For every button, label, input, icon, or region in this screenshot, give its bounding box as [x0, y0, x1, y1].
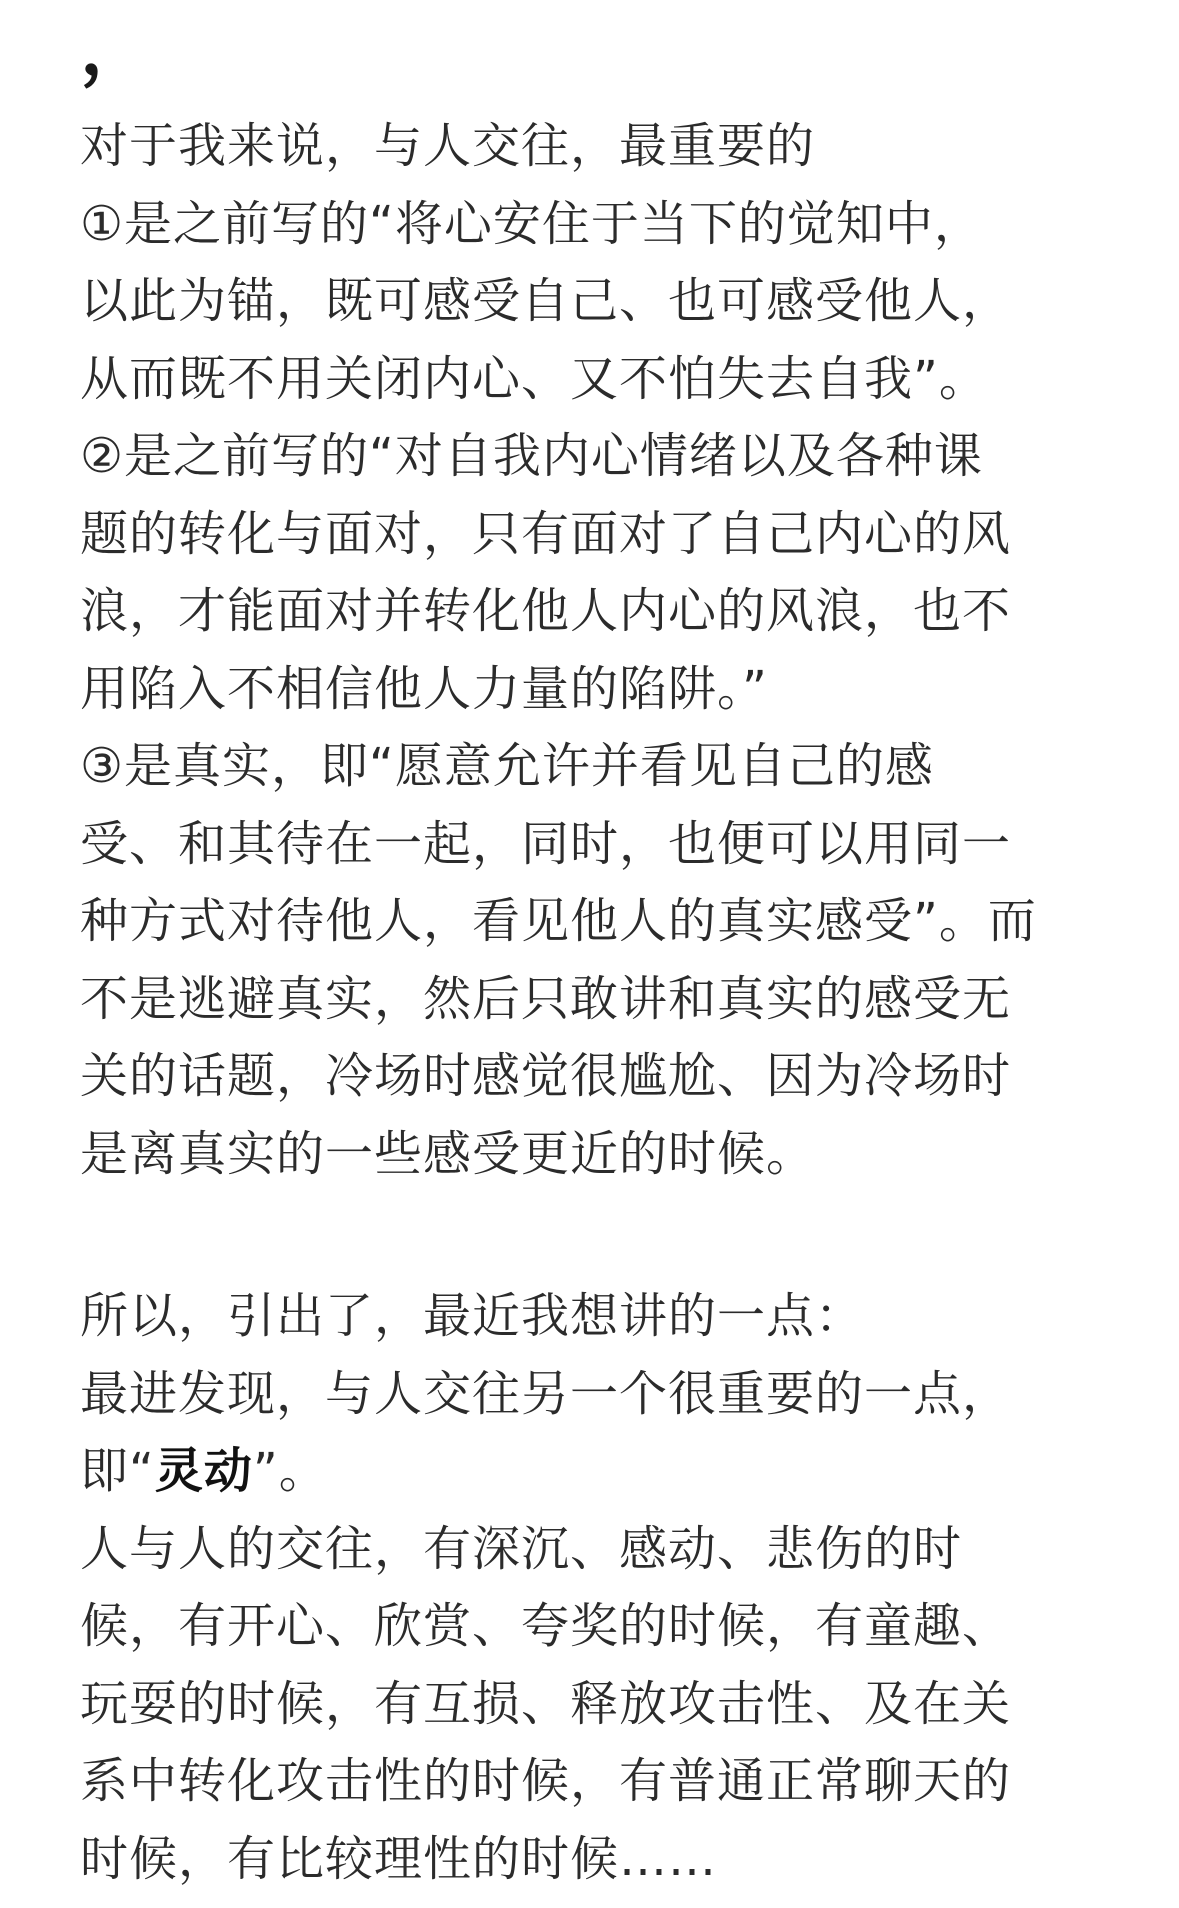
text-line: 浪，才能面对并转化他人内心的风浪，也不 — [80, 583, 1012, 639]
quote-open: 即“ — [80, 1443, 155, 1499]
text-line: 是离真实的一些感受更近的时候。 — [80, 1125, 816, 1182]
text-line: 时候，有比较理性的时候…… — [80, 1830, 718, 1887]
paragraph-agility — [80, 1278, 1140, 1898]
bold-keyword: 灵动 — [154, 1443, 253, 1499]
text-line: ②是之前写的“对自我内心情绪以及各种课 — [80, 428, 983, 484]
text-line: 所以，引出了，最近我想讲的一点： — [80, 1288, 865, 1344]
text-line: 候，有开心、欣赏、夸奖的时候，有童趣、 — [80, 1598, 1012, 1654]
text-line: 关的话题，冷场时感觉很尴尬、因为冷场时 — [80, 1048, 1012, 1104]
text-line: 玩耍的时候，有互损、释放攻击性、及在关 — [80, 1675, 1012, 1732]
text-line: ③是真实，即“愿意允许并看见自己的感 — [80, 738, 934, 794]
text-line: 题的转化与面对，只有面对了自己内心的风 — [80, 505, 1012, 562]
text-line: 不是逃避真实，然后只敢讲和真实的感受无 — [80, 970, 1012, 1027]
paragraph-principles — [80, 108, 1140, 1193]
text-line: 从而既不用关闭内心、又不怕失去自我”。 — [80, 350, 988, 407]
text-line-emphasis — [80, 1433, 1140, 1511]
text-line: 系中转化攻击性的时候，有普通正常聊天的 — [80, 1753, 1012, 1809]
leading-comma-mark: ， — [80, 6, 153, 90]
quote-close: ”。 — [252, 1443, 328, 1499]
text-line: 受、和其待在一起，同时，也便可以用同一 — [80, 815, 1012, 872]
text-line: 最进发现，与人交往另一个很重要的一点， — [80, 1365, 1012, 1422]
text-line: 对于我来说，与人交往，最重要的 — [80, 118, 816, 174]
text-line: 人与人的交往，有深沉、感动、悲伤的时 — [80, 1520, 963, 1577]
text-line: 以此为锚，既可感受自己、也可感受他人， — [80, 273, 1012, 329]
text-line: ①是之前写的“将心安住于当下的觉知中， — [80, 195, 983, 252]
text-line: 种方式对待他人，看见他人的真实感受”。而 — [80, 893, 1037, 949]
text-line: 用陷入不相信他人力量的陷阱。” — [80, 660, 768, 717]
